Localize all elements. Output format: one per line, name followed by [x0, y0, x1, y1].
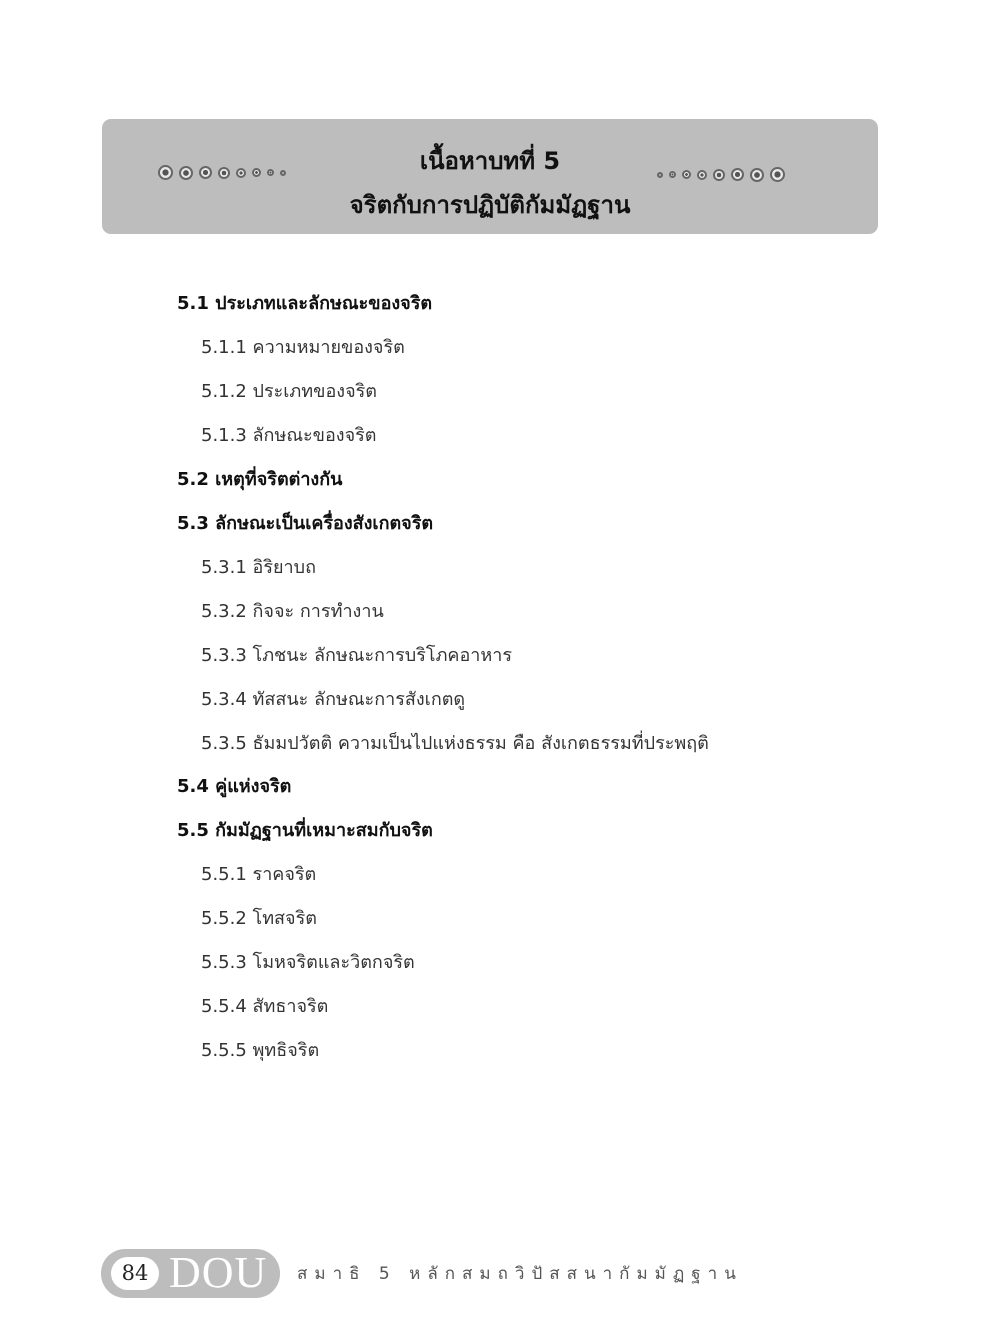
chapter-subtitle: จริตกับการปฏิบัติกัมมัฏฐาน	[349, 191, 631, 219]
dou-logo: DOU	[169, 1248, 268, 1297]
toc-sub-5-1-3: 5.1.3 ลักษณะของจริต	[201, 425, 377, 446]
toc-sub-5-1-1: 5.1.1 ความหมายของจริต	[201, 337, 405, 358]
toc-sub-5-3-5: 5.3.5 ธัมมปวัตติ ความเป็นไปแห่งธรรม คือ สังเกตธรรมที่ประพฤติ	[201, 733, 709, 754]
toc-section-5-5: 5.5 กัมมัฏฐานที่เหมาะสมกับจริต	[177, 820, 433, 841]
toc-sub-5-5-5: 5.5.5 พุทธิจริต	[201, 1040, 320, 1061]
page-number: 84	[111, 1257, 159, 1290]
running-footer-title: สมาธิ 5 หลักสมถวิปัสสนากัมมัฏฐาน	[297, 1264, 743, 1284]
toc-sub-5-3-3: 5.3.3 โภชนะ ลักษณะการบริโภคอาหาร	[201, 645, 513, 666]
toc-sub-5-3-1: 5.3.1 อิริยาบถ	[201, 557, 316, 578]
toc-sub-5-3-2: 5.3.2 กิจจะ การทำงาน	[201, 601, 384, 622]
chapter-title: เนื้อหาบทที่ 5	[419, 147, 561, 175]
toc-sub-5-5-3: 5.5.3 โมหจริตและวิตกจริต	[201, 952, 415, 973]
toc-section-5-1: 5.1 ประเภทและลักษณะของจริต	[177, 293, 433, 314]
toc-sub-5-1-2: 5.1.2 ประเภทของจริต	[201, 381, 377, 402]
toc-sub-5-3-4: 5.3.4 ทัสสนะ ลักษณะการสังเกตดู	[201, 689, 466, 710]
toc-sub-5-5-1: 5.5.1 ราคจริต	[201, 864, 317, 885]
footer-badge	[101, 1249, 280, 1298]
toc-sub-5-5-4: 5.5.4 สัทธาจริต	[201, 996, 329, 1017]
toc-section-5-3: 5.3 ลักษณะเป็นเครื่องสังเกตจริต	[177, 513, 434, 534]
toc-sub-5-5-2: 5.5.2 โทสจริต	[201, 908, 317, 929]
toc-section-5-4: 5.4 คู่แห่งจริต	[177, 776, 292, 797]
toc-section-5-2: 5.2 เหตุที่จริตต่างกัน	[177, 469, 343, 490]
